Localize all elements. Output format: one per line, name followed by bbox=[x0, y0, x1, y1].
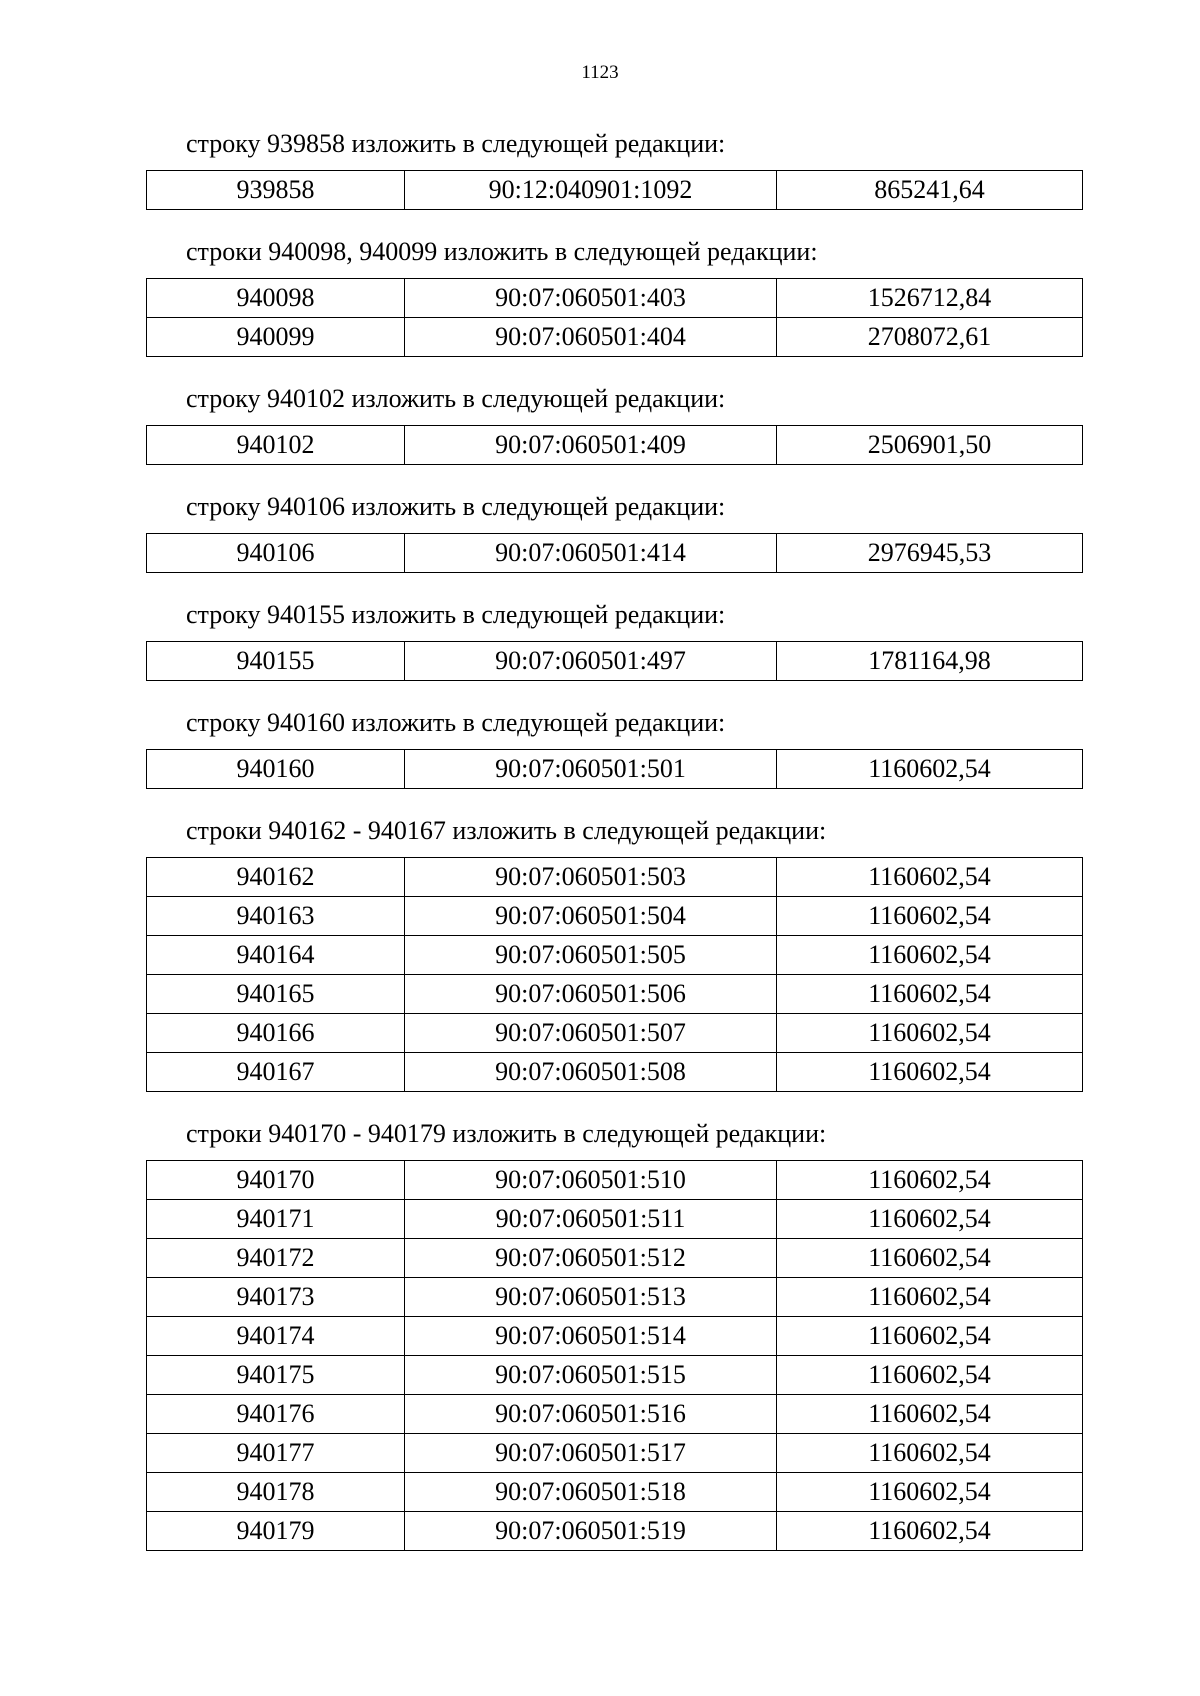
table-row bbox=[147, 1278, 1083, 1317]
table-row bbox=[147, 534, 1083, 573]
row-number-cell: 940176 bbox=[147, 1395, 405, 1434]
value-cell: 1160602,54 bbox=[777, 975, 1083, 1014]
row-number-cell: 940174 bbox=[147, 1317, 405, 1356]
row-number-cell: 940166 bbox=[147, 1014, 405, 1053]
amendment-intro: строку 940106 изложить в следующей редакции: bbox=[186, 492, 726, 521]
value-cell: 2976945,53 bbox=[777, 534, 1083, 573]
amendment-table bbox=[146, 857, 1083, 1092]
table-row bbox=[147, 1053, 1083, 1092]
table-row bbox=[147, 936, 1083, 975]
cadastral-number-cell: 90:07:060501:512 bbox=[405, 1239, 777, 1278]
table-row bbox=[147, 1512, 1083, 1551]
value-cell: 2708072,61 bbox=[777, 318, 1083, 357]
row-number-cell: 940179 bbox=[147, 1512, 405, 1551]
row-number-cell: 940164 bbox=[147, 936, 405, 975]
cadastral-number-cell: 90:07:060501:507 bbox=[405, 1014, 777, 1053]
value-cell: 1160602,54 bbox=[777, 1278, 1083, 1317]
table-row bbox=[147, 426, 1083, 465]
row-number-cell: 940102 bbox=[147, 426, 405, 465]
table-row bbox=[147, 975, 1083, 1014]
cadastral-number-cell: 90:07:060501:510 bbox=[405, 1161, 777, 1200]
cadastral-number-cell: 90:07:060501:514 bbox=[405, 1317, 777, 1356]
cadastral-number-cell: 90:07:060501:503 bbox=[405, 858, 777, 897]
amendment-intro: строки 940162 - 940167 изложить в следующей редакции: bbox=[186, 816, 827, 845]
amendment-table bbox=[146, 533, 1083, 573]
amendment-section bbox=[146, 1110, 1082, 1551]
table-row bbox=[147, 1356, 1083, 1395]
amendment-table bbox=[146, 1160, 1083, 1551]
cadastral-number-cell: 90:07:060501:505 bbox=[405, 936, 777, 975]
table-row bbox=[147, 1239, 1083, 1278]
amendment-table bbox=[146, 170, 1083, 210]
document-body bbox=[146, 120, 1082, 1569]
value-cell: 1160602,54 bbox=[777, 1014, 1083, 1053]
cadastral-number-cell: 90:07:060501:511 bbox=[405, 1200, 777, 1239]
cadastral-number-cell: 90:07:060501:497 bbox=[405, 642, 777, 681]
cadastral-number-cell: 90:07:060501:409 bbox=[405, 426, 777, 465]
table-row bbox=[147, 1200, 1083, 1239]
row-number-cell: 940173 bbox=[147, 1278, 405, 1317]
value-cell: 865241,64 bbox=[777, 171, 1083, 210]
cadastral-number-cell: 90:07:060501:404 bbox=[405, 318, 777, 357]
cadastral-number-cell: 90:07:060501:508 bbox=[405, 1053, 777, 1092]
value-cell: 1160602,54 bbox=[777, 1239, 1083, 1278]
value-cell: 1781164,98 bbox=[777, 642, 1083, 681]
cadastral-number-cell: 90:07:060501:517 bbox=[405, 1434, 777, 1473]
table-row bbox=[147, 279, 1083, 318]
row-number-cell: 940155 bbox=[147, 642, 405, 681]
table-row bbox=[147, 642, 1083, 681]
table-row bbox=[147, 1161, 1083, 1200]
row-number-cell: 940175 bbox=[147, 1356, 405, 1395]
row-number-cell: 940160 bbox=[147, 750, 405, 789]
table-row bbox=[147, 897, 1083, 936]
amendment-section bbox=[146, 699, 1082, 789]
cadastral-number-cell: 90:07:060501:504 bbox=[405, 897, 777, 936]
cadastral-number-cell: 90:07:060501:506 bbox=[405, 975, 777, 1014]
value-cell: 2506901,50 bbox=[777, 426, 1083, 465]
row-number-cell: 940098 bbox=[147, 279, 405, 318]
amendment-section bbox=[146, 120, 1082, 210]
amendment-section bbox=[146, 807, 1082, 1092]
value-cell: 1160602,54 bbox=[777, 1161, 1083, 1200]
amendment-table bbox=[146, 425, 1083, 465]
row-number-cell: 940162 bbox=[147, 858, 405, 897]
cadastral-number-cell: 90:07:060501:501 bbox=[405, 750, 777, 789]
amendment-intro: строку 939858 изложить в следующей редакции: bbox=[186, 129, 726, 158]
cadastral-number-cell: 90:07:060501:513 bbox=[405, 1278, 777, 1317]
value-cell: 1160602,54 bbox=[777, 936, 1083, 975]
cadastral-number-cell: 90:07:060501:414 bbox=[405, 534, 777, 573]
row-number-cell: 940178 bbox=[147, 1473, 405, 1512]
cadastral-number-cell: 90:07:060501:518 bbox=[405, 1473, 777, 1512]
row-number-cell: 940165 bbox=[147, 975, 405, 1014]
value-cell: 1160602,54 bbox=[777, 1395, 1083, 1434]
row-number-cell: 940106 bbox=[147, 534, 405, 573]
row-number-cell: 940099 bbox=[147, 318, 405, 357]
table-row bbox=[147, 1014, 1083, 1053]
amendment-section bbox=[146, 375, 1082, 465]
value-cell: 1160602,54 bbox=[777, 1473, 1083, 1512]
value-cell: 1160602,54 bbox=[777, 858, 1083, 897]
table-row bbox=[147, 171, 1083, 210]
amendment-intro: строки 940170 - 940179 изложить в следующей редакции: bbox=[186, 1119, 827, 1148]
value-cell: 1160602,54 bbox=[777, 897, 1083, 936]
value-cell: 1160602,54 bbox=[777, 1434, 1083, 1473]
table-row bbox=[147, 858, 1083, 897]
cadastral-number-cell: 90:07:060501:403 bbox=[405, 279, 777, 318]
amendment-intro: строку 940102 изложить в следующей редакции: bbox=[186, 384, 726, 413]
value-cell: 1160602,54 bbox=[777, 1053, 1083, 1092]
cadastral-number-cell: 90:12:040901:1092 bbox=[405, 171, 777, 210]
amendment-section bbox=[146, 483, 1082, 573]
value-cell: 1526712,84 bbox=[777, 279, 1083, 318]
value-cell: 1160602,54 bbox=[777, 1356, 1083, 1395]
row-number-cell: 940177 bbox=[147, 1434, 405, 1473]
value-cell: 1160602,54 bbox=[777, 1200, 1083, 1239]
page-number: 1123 bbox=[581, 62, 619, 83]
amendment-section bbox=[146, 228, 1082, 357]
value-cell: 1160602,54 bbox=[777, 1317, 1083, 1356]
row-number-cell: 940170 bbox=[147, 1161, 405, 1200]
row-number-cell: 939858 bbox=[147, 171, 405, 210]
row-number-cell: 940167 bbox=[147, 1053, 405, 1092]
table-row bbox=[147, 318, 1083, 357]
value-cell: 1160602,54 bbox=[777, 1512, 1083, 1551]
amendment-section bbox=[146, 591, 1082, 681]
table-row bbox=[147, 1473, 1083, 1512]
cadastral-number-cell: 90:07:060501:516 bbox=[405, 1395, 777, 1434]
cadastral-number-cell: 90:07:060501:519 bbox=[405, 1512, 777, 1551]
table-row bbox=[147, 750, 1083, 789]
amendment-table bbox=[146, 278, 1083, 357]
cadastral-number-cell: 90:07:060501:515 bbox=[405, 1356, 777, 1395]
amendment-intro: строку 940155 изложить в следующей редакции: bbox=[186, 600, 726, 629]
value-cell: 1160602,54 bbox=[777, 750, 1083, 789]
amendment-intro: строку 940160 изложить в следующей редакции: bbox=[186, 708, 726, 737]
amendment-table bbox=[146, 749, 1083, 789]
row-number-cell: 940163 bbox=[147, 897, 405, 936]
amendment-intro: строки 940098, 940099 изложить в следующей редакции: bbox=[186, 237, 818, 266]
row-number-cell: 940171 bbox=[147, 1200, 405, 1239]
amendment-table bbox=[146, 641, 1083, 681]
row-number-cell: 940172 bbox=[147, 1239, 405, 1278]
table-row bbox=[147, 1395, 1083, 1434]
table-row bbox=[147, 1317, 1083, 1356]
table-row bbox=[147, 1434, 1083, 1473]
